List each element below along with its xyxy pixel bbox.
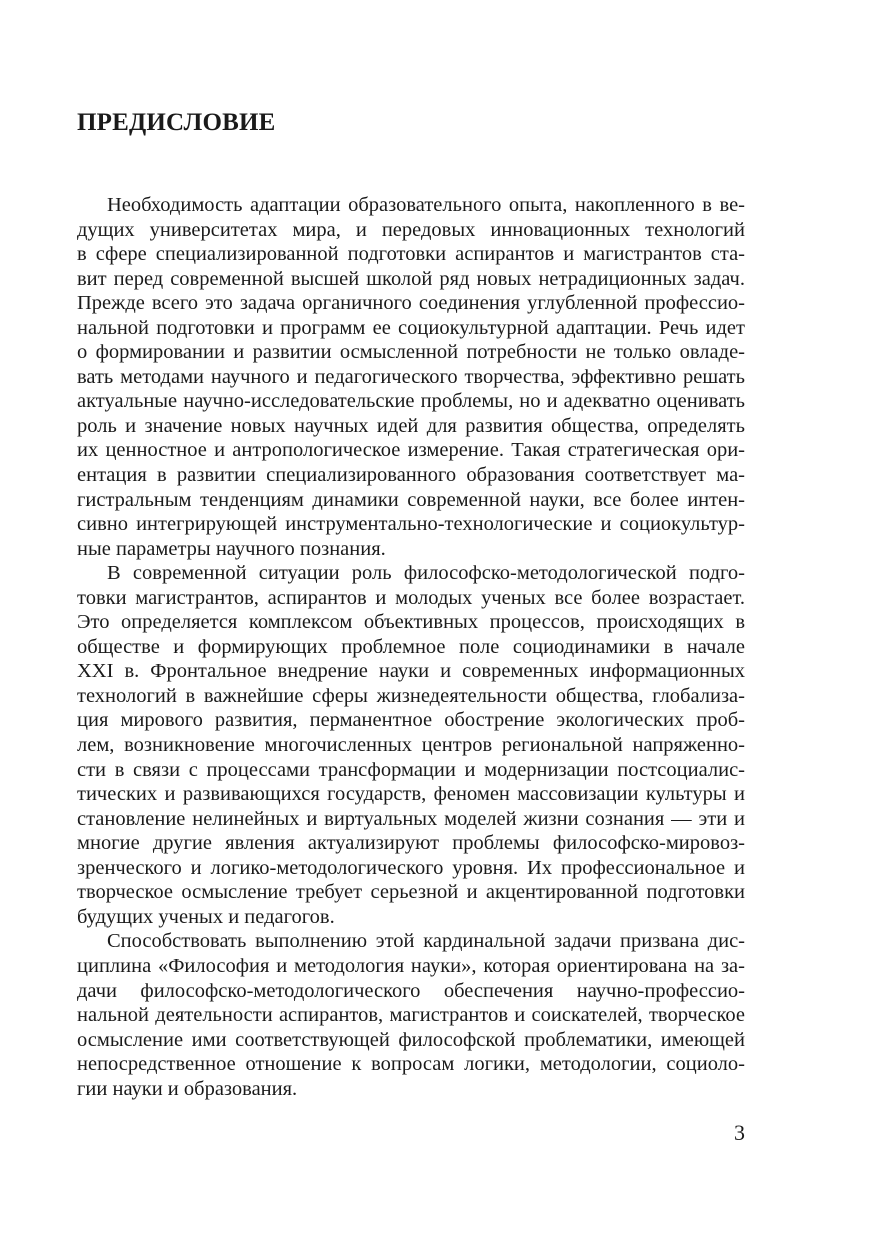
text-line: их ценностное и антропологическое измерение. Такая стратегическая ори-: [77, 439, 745, 462]
text-line: технологий в важнейшие сферы жизнедеятельности общества, глобализа-: [77, 684, 745, 707]
text-line: роль и значение новых научных идей для развития общества, определять: [77, 414, 745, 437]
text-line: Это определяется комплексом объективных процессов, происходящих в: [77, 611, 745, 634]
text-line: Необходимость адаптации образовательного опыта, накопленного в ве-: [107, 194, 745, 216]
text-line: творческое осмысление требует серьезной и акцентированной подготовки: [77, 881, 745, 904]
text-line: обществе и формирующих проблемное поле социодинамики в начале: [77, 635, 745, 658]
text-line: нальной подготовки и программ ее социокультурной адаптации. Речь идет: [77, 316, 745, 339]
text-line: гистральным тенденциям динамики современной науки, все более интен-: [77, 488, 745, 511]
text-line: будущих ученых и педагогов.: [77, 905, 335, 928]
text-line: вать методами научного и педагогического творчества, эффективно решать: [77, 365, 745, 388]
paragraph-3: [77, 929, 745, 1101]
text-line: дачи философско-методологического обеспечения научно-профессио-: [77, 979, 745, 1002]
text-line: сти в связи с процессами трансформации и модернизации постсоциалис-: [77, 758, 745, 781]
text-line: вит перед современной высшей школой ряд новых нетрадиционных задач.: [77, 267, 745, 290]
text-line: осмысление ими соответствующей философской проблематики, имеющей: [77, 1028, 745, 1051]
text-line: непосредственное отношение к вопросам логики, методологии, социоло-: [77, 1053, 745, 1076]
text-line: Прежде всего это задача органичного соединения углубленной профессио-: [77, 292, 745, 315]
text-line: гии науки и образования.: [77, 1077, 298, 1100]
text-line: многие другие явления актуализируют проблемы философско-мировоз-: [77, 832, 745, 855]
text-line: циплина «Философия и методология науки», которая ориентирована на за-: [77, 954, 745, 977]
text-line: ные параметры научного познания.: [77, 537, 386, 560]
page-title: ПРЕДИСЛОВИЕ: [77, 109, 276, 136]
text-line: в сфере специализированной подготовки аспирантов и магистрантов ста-: [77, 243, 745, 266]
text-line: дущих университетах мира, и передовых инновационных технологий: [77, 218, 745, 241]
text-line: Способствовать выполнению этой кардинальной задачи призвана дис-: [107, 930, 745, 953]
text-line: становление нелинейных и виртуальных моделей жизни сознания — эти и: [77, 807, 745, 830]
text-line: лем, возникновение многочисленных центров региональной напряженно-: [77, 734, 745, 757]
text-line: актуальные научно-исследовательские проблемы, но и адекватно оценивать: [77, 390, 745, 413]
text-line: нальной деятельности аспирантов, магистрантов и соискателей, творческое: [77, 1004, 745, 1027]
page-number: 3: [734, 1120, 745, 1145]
text-line: В современной ситуации роль философско-методологической подго-: [107, 562, 745, 585]
text-line: товки магистрантов, аспирантов и молодых ученых все более возрастает.: [77, 586, 745, 609]
text-line: ция мирового развития, перманентное обострение экологических проб-: [77, 709, 745, 732]
text-line: ентация в развитии специализированного образования соответствует ма-: [77, 464, 745, 487]
paragraph-1: [77, 193, 745, 561]
text-line: XXI в. Фронтальное внедрение науки и современных информационных: [77, 660, 745, 683]
text-line: сивно интегрирующей инструментально-технологические и социокультур-: [77, 513, 745, 536]
paragraph-2: [77, 561, 745, 929]
text-line: о формировании и развитии осмысленной потребности не только овладе-: [77, 341, 745, 364]
text-line: тических и развивающихся государств, феномен массовизации культуры и: [77, 783, 745, 806]
preface-body: [77, 193, 745, 1101]
text-line: зренческого и логико-методологического уровня. Их профессиональное и: [77, 856, 745, 879]
